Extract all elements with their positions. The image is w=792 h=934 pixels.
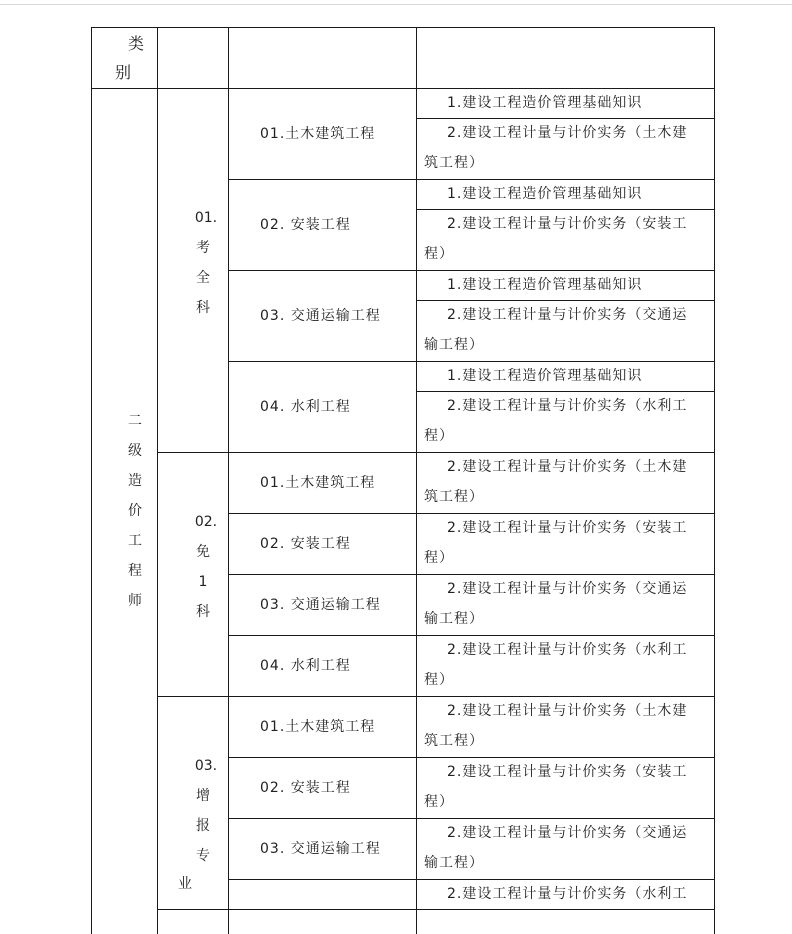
subject-line: 程）: [424, 794, 454, 810]
table-rule: [228, 270, 715, 271]
table-rule: [91, 27, 92, 934]
table-rule: [416, 391, 715, 392]
table-rule: [157, 452, 715, 453]
subject-line: 2.建设工程计量与计价实务（水利工: [447, 398, 688, 414]
subject-line: 程）: [424, 246, 454, 262]
table-rule: [157, 909, 715, 910]
subject-line: 2.建设工程计量与计价实务（土木建: [447, 459, 688, 475]
category-char: 师: [128, 593, 142, 609]
major-name: 04. 水利工程: [260, 398, 351, 415]
table-rule: [416, 300, 715, 301]
major-name: 03. 交通运输工程: [260, 307, 381, 324]
subject-line: 筑工程）: [424, 155, 484, 171]
table-rule: [228, 879, 715, 880]
table-rule: [416, 27, 417, 934]
table-rule: [714, 27, 715, 934]
subject-line: 程）: [424, 428, 454, 444]
level-char: 01.: [194, 210, 218, 226]
table-rule: [157, 27, 158, 934]
subject-line: 2.建设工程计量与计价实务（水利工: [447, 642, 688, 658]
table-rule: [228, 757, 715, 758]
level-char: 03.: [194, 758, 218, 774]
table-rule: [228, 179, 715, 180]
major-name: 03. 交通运输工程: [260, 596, 381, 613]
level-char: 科: [196, 300, 210, 316]
category-char: 工: [128, 533, 142, 549]
category-char: 价: [128, 503, 142, 519]
table-rule: [91, 88, 715, 89]
level-char: 1: [198, 574, 208, 590]
level-char: 全: [196, 270, 210, 286]
category-char: 级: [128, 443, 142, 459]
table-rule: [228, 574, 715, 575]
subject-line: 筑工程）: [424, 733, 484, 749]
subject-line: 2.建设工程计量与计价实务（安装工: [447, 764, 688, 780]
level-char: 科: [196, 604, 210, 620]
subject-line: 2.建设工程计量与计价实务（安装工: [447, 520, 688, 536]
subject-line: 筑工程）: [424, 489, 484, 505]
subject-line: 1.建设工程造价管理基础知识: [447, 186, 643, 202]
level-char: 02.: [194, 514, 218, 530]
category-char: 程: [128, 563, 142, 579]
subject-line: 2.建设工程计量与计价实务（水利工: [447, 886, 688, 902]
level-char: 增: [196, 788, 210, 804]
subject-line: 2.建设工程计量与计价实务（交通运: [447, 825, 688, 841]
major-name: 01.土木建筑工程: [260, 718, 376, 735]
subject-line: 程）: [424, 672, 454, 688]
subject-line: 1.建设工程造价管理基础知识: [447, 368, 643, 384]
category-char: 造: [128, 473, 142, 489]
header-category: 别: [115, 63, 132, 82]
table-rule: [228, 513, 715, 514]
category-char: 二: [128, 413, 142, 429]
subject-line: 输工程）: [424, 611, 484, 627]
level-char: 业: [178, 876, 192, 892]
level-char: 专: [196, 848, 210, 864]
subject-line: 输工程）: [424, 855, 484, 871]
table-rule: [157, 696, 715, 697]
subject-line: 1.建设工程造价管理基础知识: [447, 277, 643, 293]
major-name: 01.土木建筑工程: [260, 125, 376, 142]
major-name: 02. 安装工程: [260, 535, 351, 552]
major-name: 04. 水利工程: [260, 657, 351, 674]
level-char: 免: [196, 544, 210, 560]
subject-line: 2.建设工程计量与计价实务（交通运: [447, 307, 688, 323]
subject-line: 输工程）: [424, 337, 484, 353]
table-rule: [91, 27, 715, 28]
table-rule: [416, 209, 715, 210]
major-name: 03. 交通运输工程: [260, 840, 381, 857]
subject-line: 1.建设工程造价管理基础知识: [447, 95, 643, 111]
major-name: 02. 安装工程: [260, 216, 351, 233]
level-char: 报: [196, 818, 210, 834]
subject-line: 2.建设工程计量与计价实务（安装工: [447, 216, 688, 232]
level-char: 考: [196, 240, 210, 256]
header-category: 类: [128, 34, 145, 53]
subject-line: 2.建设工程计量与计价实务（土木建: [447, 125, 688, 141]
subject-line: 2.建设工程计量与计价实务（土木建: [447, 703, 688, 719]
subject-line: 程）: [424, 550, 454, 566]
table-rule: [228, 27, 229, 934]
table-rule: [228, 635, 715, 636]
subject-line: 2.建设工程计量与计价实务（交通运: [447, 581, 688, 597]
table-rule: [228, 818, 715, 819]
major-name: 01.土木建筑工程: [260, 474, 376, 491]
table-rule: [416, 118, 715, 119]
major-name: 02. 安装工程: [260, 779, 351, 796]
table-rule: [228, 361, 715, 362]
